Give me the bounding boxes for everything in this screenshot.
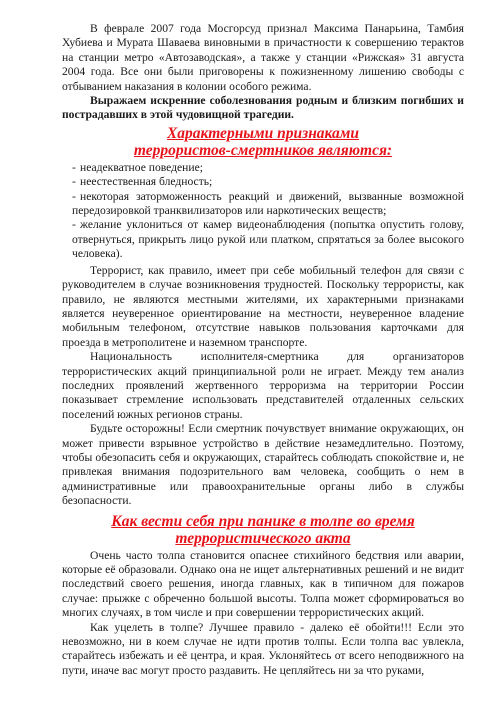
paragraph-crowd: Очень часто толпа становится опаснее стихийного бедствия или аварии, которые её образовали. Однако она не ищет альтернативных решений и не видит последствий своего решения, иногда главных, как в типичном для пожаров случае: прыжке с обреченно большой высоты. Толпа может сформироваться во многих случаях, в том числе и при совершении террористических акций.	[62, 548, 464, 620]
list-item-text: неестественная бледность;	[80, 175, 213, 189]
heading-signs-line1: Характерными признаками	[166, 124, 360, 142]
heading-panic	[62, 513, 464, 547]
paragraph-survive: Как уцелеть в толпе? Лучшее правило - далеко её обойти!!! Если это невозможно, ни в коем случае не идти против толпы. Если толпа вас увлекла, старайтесь избежать и её центра, и края. Уклоняйтесь от всего неподвижного на пути, иначе вас могут просто раздавить. Не цепляйтесь ни за что руками,	[62, 620, 464, 677]
list-item	[62, 190, 464, 219]
list-marker: -	[72, 160, 76, 174]
list-marker: -	[72, 175, 76, 189]
paragraph-careful: Будьте осторожны! Если смертник почувствует внимание окружающих, он может привести взрывное устройство в действие незамедлительно. Поэтому, чтобы обезопасить себя и окружающих, старайтесь соблюдать спокойствие и, не привлекая внимания подозрительного вам человека, сообщить о нем в административные или правоохранительные органы либо в службы безопасности.	[62, 422, 464, 508]
list-marker: -	[72, 218, 76, 232]
paragraph-phone: Террорист, как правило, имеет при себе мобильный телефон для связи с руководителем в случае возникновения трудностей. Поскольку террористы, как правило, не являются местными жителями, их характерными признаками является неуверенное ориентирование на местности, неуверенное владение мобильным телефоном, отсутствие навыков пользования карточками для проезда в метрополитене и наземном транспорте.	[62, 263, 464, 349]
signs-list	[62, 161, 464, 262]
heading-signs	[62, 125, 464, 159]
list-item-text: неадекватное поведение;	[80, 160, 203, 174]
paragraph-condolence: Выражаем искренние соболезнования родным и близким погибших и пострадавших в этой чудовищной трагедии.	[62, 94, 464, 122]
list-item	[62, 218, 464, 261]
paragraph-intro: В феврале 2007 года Мосгорсуд признал Максима Панарьина, Тамбия Хубиева и Мурата Шаваева виновными в причастности к совершению терактов на станции метро «Автозаводская», а также у станции «Рижская» 31 августа 2004 года. Все они были приговорены к пожизненному лишению свободы с отбыванием наказания в колонии особого режима.	[62, 22, 464, 93]
list-item	[62, 161, 464, 175]
list-item-text: некоторая заторможенность реакций и движений, вызванные возможной передозировкой транквилизаторов или наркотических веществ;	[72, 189, 464, 218]
heading-panic-line1: Как вести себя при панике в толпе во время	[111, 512, 415, 530]
list-item-text: желание уклониться от камер видеонаблюдения (попытка опустить голову, отвернуться, прикрыть лицо рукой или платком, спрятаться за более высокого человека).	[72, 218, 464, 261]
heading-signs-line2: террористов-смертников являются:	[133, 141, 393, 159]
heading-panic-line2: террористического акта	[175, 529, 351, 547]
list-item	[62, 175, 464, 189]
paragraph-nationality: Национальность исполнителя-смертника для организаторов террористических акций принципиальной роли не играет. Между тем анализ последних проявлений жертвенного терроризма на территории России показывает стремление использовать представителей отдаленных сельских поселений южных регионов страны.	[62, 350, 464, 421]
list-marker: -	[72, 189, 76, 203]
